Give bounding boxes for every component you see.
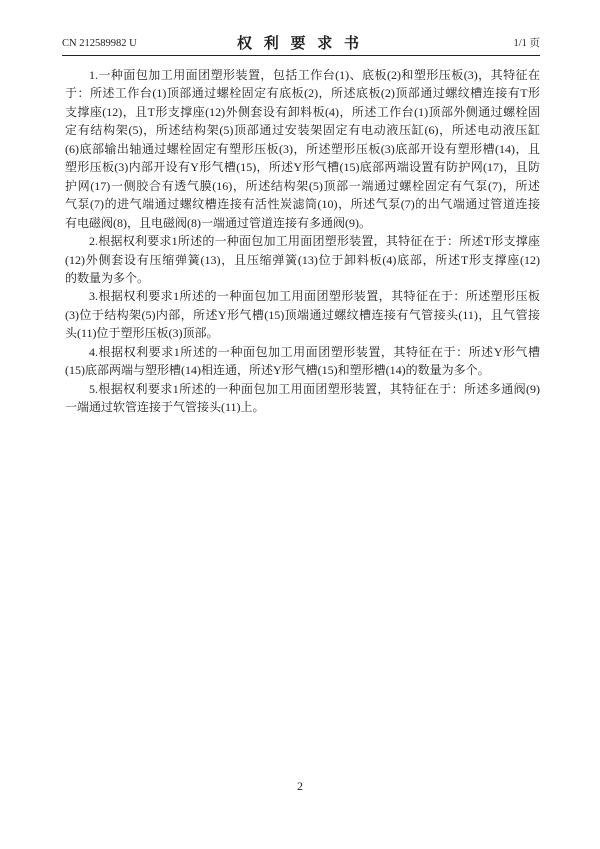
claim-text-line: 3.根据权利要求1所述的一种面包加工用面团塑形装置，其特征在于：所述塑形压板 — [89, 289, 540, 304]
claim-text-line: 支撑座(12)，且T形支撑座(12)外侧套设有卸料板(4)，所述工作台(1)顶部外侧通过螺栓固 — [65, 104, 540, 119]
claim-text-line: 4.根据权利要求1所述的一种面包加工用面团塑形装置，其特征在于：所述Y形气槽 — [89, 344, 540, 359]
claim-text-line: 于：所述工作台(1)顶部通过螺栓固定有底板(2)，所述底板(2)顶部通过螺纹槽连接有T形 — [65, 86, 540, 101]
claim-text-line: (6)底部输出轴通过螺栓固定有塑形压板(3)，所述塑形压板(3)底部开设有塑形槽(14)，且 — [65, 141, 540, 156]
page-indicator: 1/1 页 — [513, 38, 540, 49]
document-number: CN 212589982 U — [62, 38, 137, 49]
claim-5 — [65, 380, 540, 417]
claim-text-line: 定有结构架(5)，所述结构架(5)顶部通过安装架固定有电动液压缸(6)，所述电动液压缸 — [65, 123, 540, 138]
claim-text-line: (15)底部两端与塑形槽(14)相连通，所述Y形气槽(15)和塑形槽(14)的数量为多个。 — [65, 363, 490, 378]
claim-text-line: 2.根据权利要求1所述的一种面包加工用面团塑形装置，其特征在于：所述T形支撑座 — [89, 234, 540, 249]
claim-text-line: 的数量为多个。 — [65, 270, 150, 285]
claim-text-line: (3)位于结构架(5)内部，所述Y形气槽(15)顶端通过螺纹槽连接有气管接头(11)，且气管接 — [65, 307, 540, 322]
claim-4 — [65, 343, 540, 380]
claim-text-line: (12)外侧套设有压缩弹簧(13)，且压缩弹簧(13)位于卸料板(4)底部，所述T形支撑座(12) — [65, 252, 540, 267]
claims-body — [65, 66, 540, 417]
claim-1 — [65, 66, 540, 232]
claim-2 — [65, 232, 540, 287]
claim-text-line: 5.根据权利要求1所述的一种面包加工用面团塑形装置，其特征在于：所述多通阀(9) — [89, 381, 540, 396]
page-number: 2 — [297, 779, 303, 793]
header-rule — [62, 55, 540, 56]
claim-text-line: 护网(17)一侧胶合有透气膜(16)，所述结构架(5)顶部一端通过螺栓固定有气泵(7)，所述 — [65, 178, 540, 193]
document-title: 权 利 要 求 书 — [236, 36, 363, 52]
claim-text-line: 1.一种面包加工用面团塑形装置，包括工作台(1)、底板(2)和塑形压板(3)，其特征在 — [89, 68, 540, 82]
claim-text-line: 头(11)位于塑形压板(3)顶部。 — [65, 326, 219, 341]
claim-text-line: 气泵(7)的进气端通过螺纹槽连接有活性炭滤筒(10)，所述气泵(7)的出气端通过管道连接 — [65, 197, 540, 212]
claim-text-line: 一端通过软管连接于气管接头(11)上。 — [65, 400, 265, 415]
claim-text-line: 有电磁阀(8)，且电磁阀(8)一端通过管道连接有多通阀(9)。 — [65, 215, 371, 230]
claim-text-line: 塑形压板(3)内部开设有Y形气槽(15)，所述Y形气槽(15)底部两端设置有防护网(17)，且防 — [65, 160, 540, 175]
claim-3 — [65, 287, 540, 342]
